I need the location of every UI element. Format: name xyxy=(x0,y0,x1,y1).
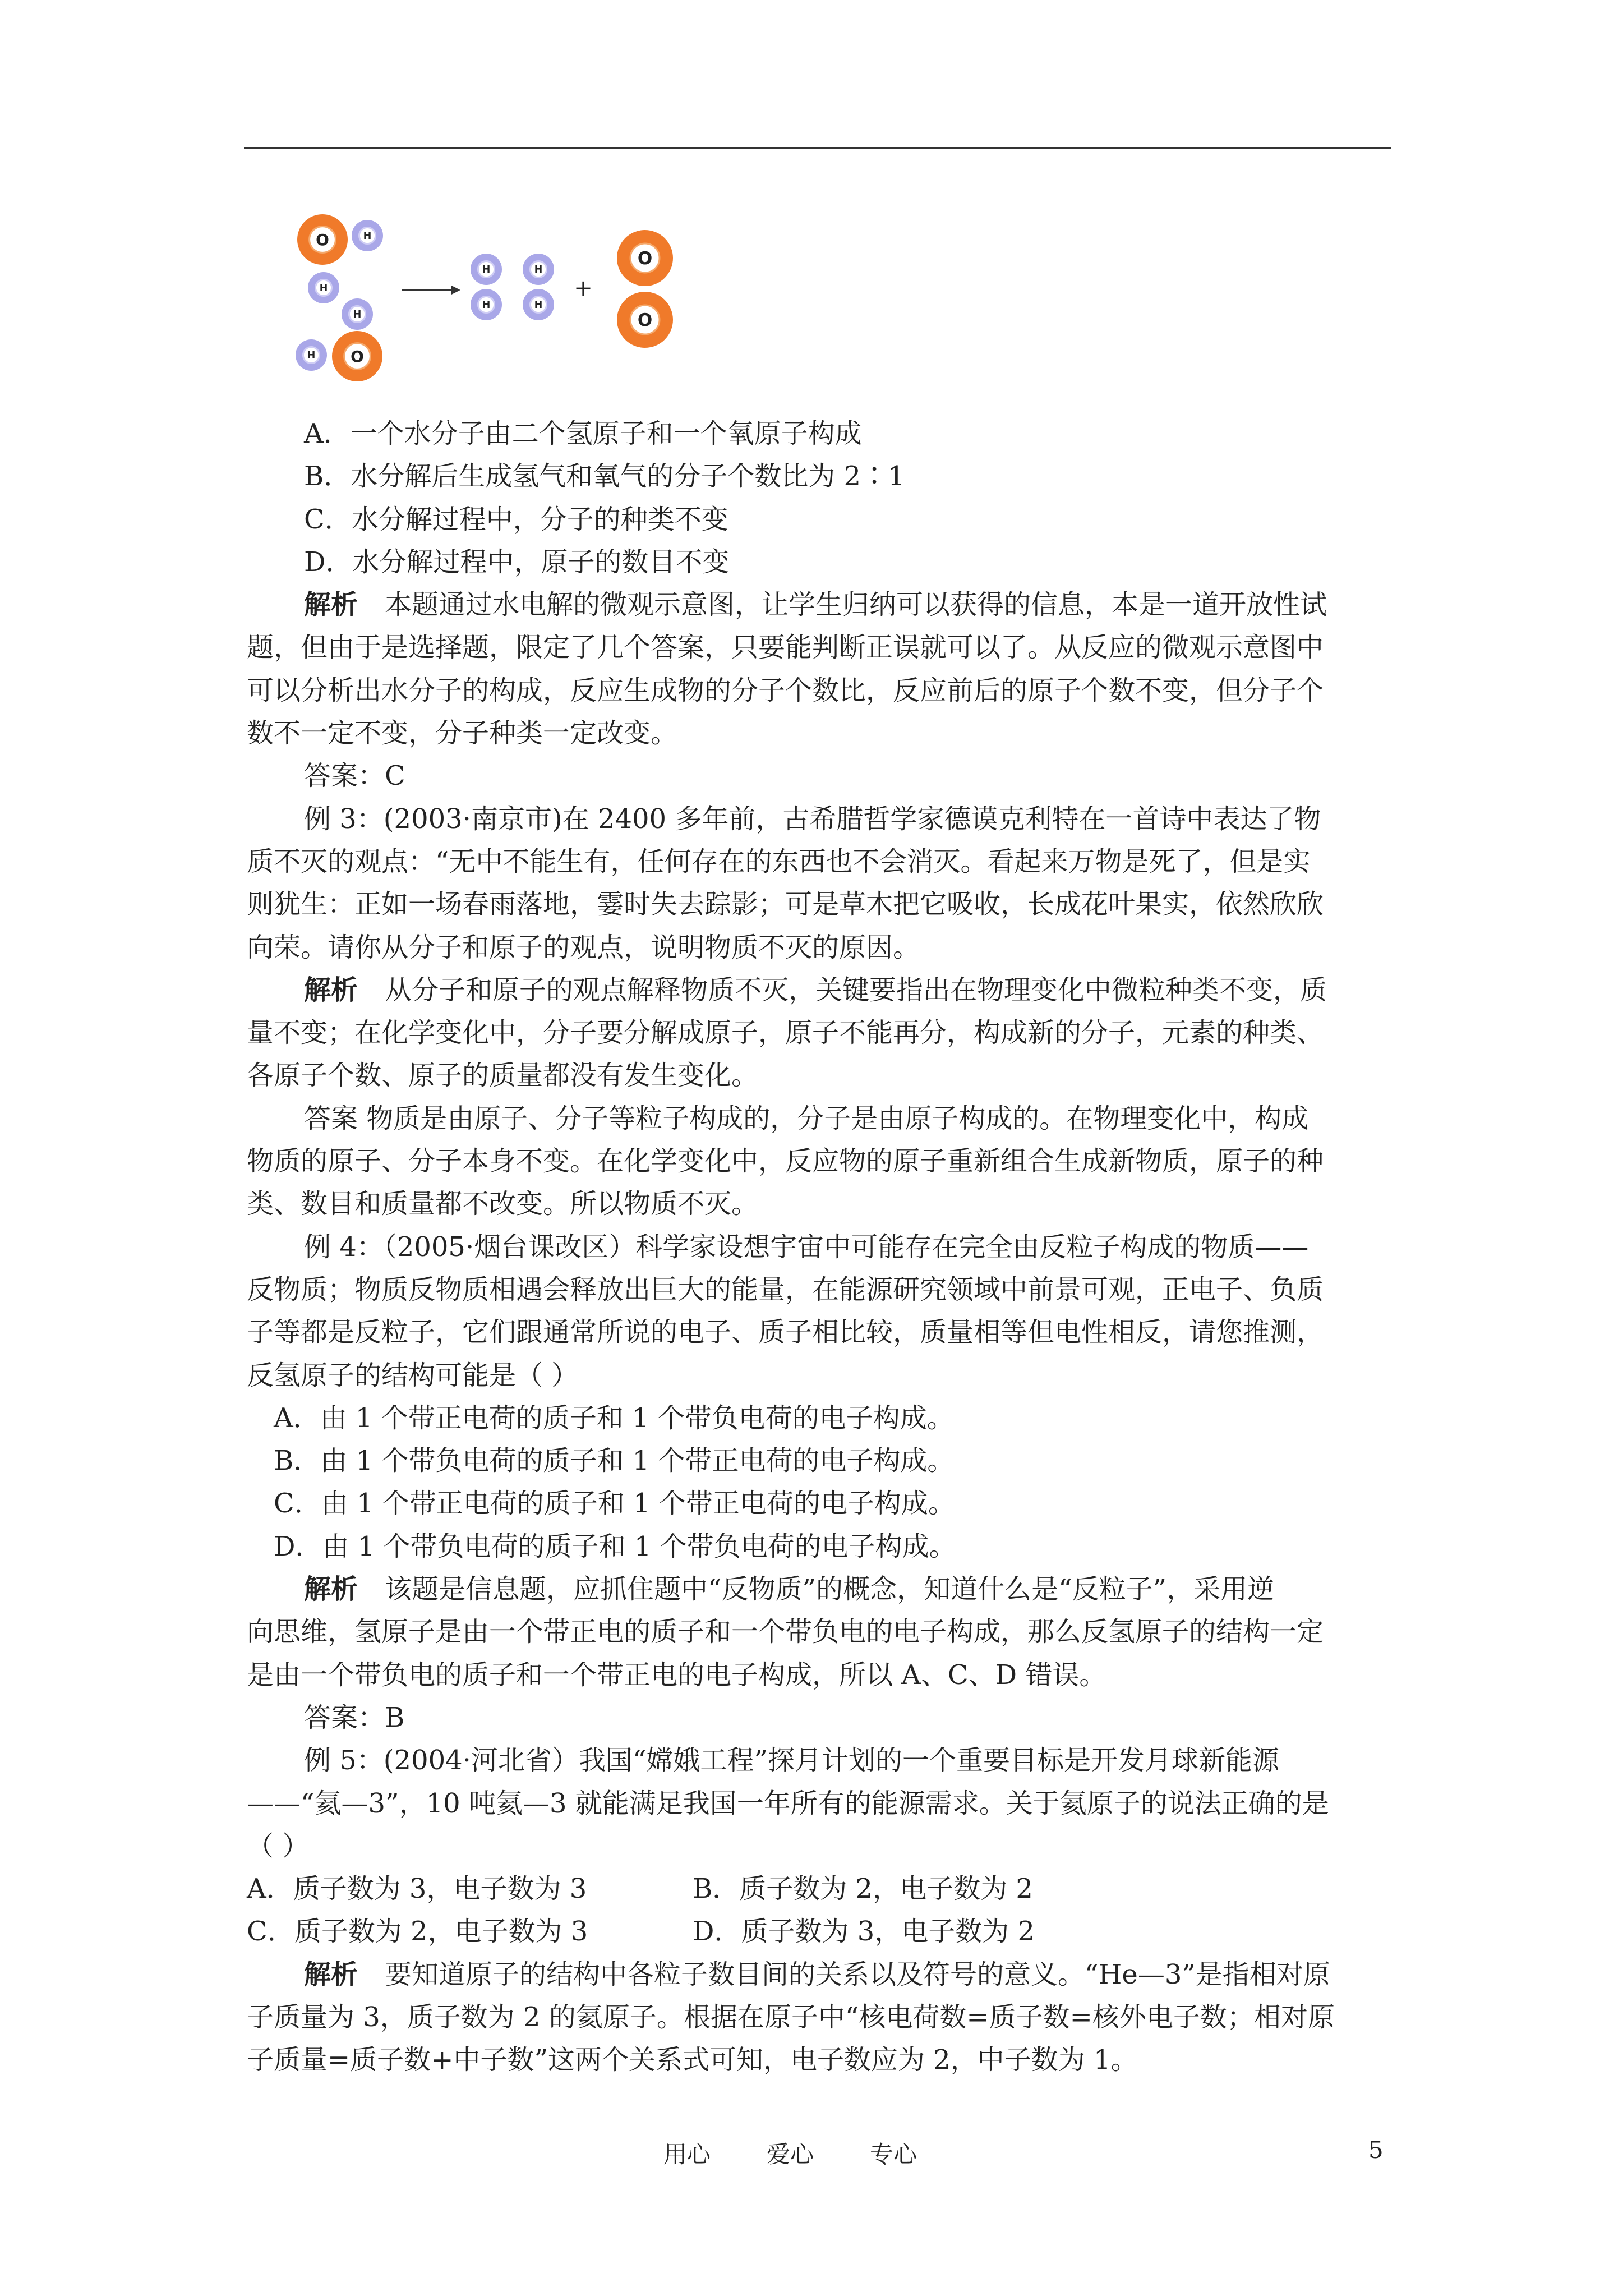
line-text: 要知道原子的结构中各粒子数目间的关系以及符号的意义。“He—3”是指相对原 xyxy=(385,1958,1330,1990)
line-text: 答案：C xyxy=(304,760,405,792)
line-text: 质不灭的观点：“无中不能生有，任何存在的东西也不会消灭。看起来万物是死了，但是实 xyxy=(247,845,1311,877)
hydrogen-atom xyxy=(342,298,373,330)
text-line xyxy=(247,1825,1394,1867)
option-row xyxy=(247,1867,1394,1910)
line-text: 量不变；在化学变化中，分子要分解成原子，原子不能再分，构成新的分子，元素的种类、 xyxy=(247,1017,1324,1049)
line-text: 子质量为 3，质子数为 2 的氦原子。根据在原子中“核电荷数=质子数=核外电子数；相对原 xyxy=(247,2001,1335,2033)
line-text: B．水分解后生成氢气和氧气的分子个数比为 2∶1 xyxy=(304,461,905,493)
line-text: D．由 1 个带负电荷的质子和 1 个带负电荷的电子构成。 xyxy=(274,1530,956,1562)
atom-label: H xyxy=(353,309,362,321)
text-line xyxy=(247,498,1394,541)
header-rule xyxy=(244,147,1391,149)
line-text: 本题通过水电解的微观示意图，让学生归纳可以获得的信息，本是一道开放性试 xyxy=(385,589,1327,621)
analysis-label: 解析 xyxy=(304,1573,358,1605)
oxygen-atom xyxy=(617,230,673,286)
hydrogen-atom xyxy=(352,220,383,251)
text-line xyxy=(247,669,1394,712)
line-text: ——“氦—3”，10 吨氦—3 就能满足我国一年所有的能源需求。关于氦原子的说法正确的是 xyxy=(247,1787,1329,1819)
line-text: （ ） xyxy=(247,1830,310,1862)
footer-item: 爱心 xyxy=(767,2141,814,2168)
atom-label: H xyxy=(319,283,328,295)
text-line xyxy=(247,1011,1394,1054)
text-line xyxy=(247,883,1394,926)
text-line xyxy=(247,1140,1394,1182)
text-line xyxy=(247,1996,1394,2039)
line-text: 子质量=质子数+中子数”这两个关系式可知，电子数应为 2，中子数为 1。 xyxy=(247,2044,1138,2076)
line-text: 例 4：（2005·烟台课改区）科学家设想宇宙中可能存在完全由反粒子构成的物质—— xyxy=(304,1231,1309,1263)
atom-label: H xyxy=(482,300,491,311)
option-right: D．质子数为 3，电子数为 2 xyxy=(693,1916,1035,1948)
text-line xyxy=(247,1782,1394,1825)
text-line xyxy=(247,1354,1394,1397)
option-row xyxy=(247,1910,1394,1953)
text-line xyxy=(247,1311,1394,1354)
text-line xyxy=(247,798,1394,840)
analysis-label: 解析 xyxy=(304,1958,358,1990)
text-line xyxy=(247,455,1394,498)
line-text: C．水分解过程中，分子的种类不变 xyxy=(304,503,728,535)
line-text: 例 5：(2004·河北省）我国“嫦娥工程”探月计划的一个重要目标是开发月球新能源 xyxy=(304,1745,1280,1777)
line-text: 从分子和原子的观点解释物质不灭，关键要指出在物理变化中微粒种类不变，质 xyxy=(385,974,1327,1006)
text-line xyxy=(247,1568,1394,1611)
line-text: 反氢原子的结构可能是（ ） xyxy=(247,1359,579,1391)
option-left: C．质子数为 2，电子数为 3 xyxy=(247,1916,588,1948)
hydrogen-atom xyxy=(471,289,502,320)
text-line xyxy=(247,1654,1394,1696)
atom-label: H xyxy=(307,350,316,362)
oxygen-atom xyxy=(332,331,382,381)
text-line xyxy=(247,1226,1394,1268)
line-text: D．水分解过程中，原子的数目不变 xyxy=(304,546,730,578)
line-text: A．一个水分子由二个氢原子和一个氧原子构成 xyxy=(304,418,862,449)
atom-label: H xyxy=(363,231,372,242)
text-line xyxy=(247,1696,1394,1739)
text-line xyxy=(247,1268,1394,1311)
line-text: 子等都是反粒子，它们跟通常所说的电子、质子相比较，质量相等但电性相反，请您推测， xyxy=(247,1317,1324,1349)
diagram-svg xyxy=(283,205,715,395)
document-body xyxy=(247,412,1394,2082)
line-text: 答案：B xyxy=(304,1701,405,1733)
text-line xyxy=(247,1953,1394,1996)
line-text: 可以分析出水分子的构成，反应生成物的分子个数比，反应前后的原子个数不变，但分子个 xyxy=(247,674,1324,706)
line-text: 各原子个数、原子的质量都没有发生变化。 xyxy=(247,1060,759,1092)
oxygen-atom xyxy=(297,214,348,265)
page-footer xyxy=(0,2136,1623,2170)
footer-item: 用心 xyxy=(663,2141,711,2168)
oxygen-atom xyxy=(617,292,673,348)
hydrogen-atom xyxy=(296,339,327,371)
line-text: 例 3：(2003·南京市)在 2400 多年前，古希腊哲学家德谟克利特在一首诗中表达了物 xyxy=(304,803,1321,835)
line-text: C．由 1 个带正电荷的质子和 1 个带正电荷的电子构成。 xyxy=(274,1488,955,1520)
analysis-label: 解析 xyxy=(304,589,358,621)
text-line xyxy=(247,412,1394,455)
atom-label: H xyxy=(534,300,543,311)
line-text: 则犹生：正如一场春雨落地，霎时失去踪影；可是草木把它吸收，长成花叶果实，依然欣欣 xyxy=(247,889,1324,921)
line-text: 类、数目和质量都不改变。所以物质不灭。 xyxy=(247,1188,759,1220)
line-text: 物质的原子、分子本身不变。在化学变化中，反应物的原子重新组合生成新物质，原子的种 xyxy=(247,1145,1324,1177)
text-line xyxy=(247,969,1394,1011)
text-line xyxy=(247,626,1394,669)
text-line xyxy=(247,1097,1394,1140)
line-text: 答案 物质是由原子、分子等粒子构成的，分子是由原子构成的。在物理变化中，构成 xyxy=(304,1102,1309,1134)
text-line xyxy=(247,712,1394,754)
atom-label: O xyxy=(316,230,329,249)
atom-label: H xyxy=(534,264,543,276)
analysis-label: 解析 xyxy=(304,974,358,1006)
text-line xyxy=(247,1611,1394,1653)
option-left: A．质子数为 3，电子数为 3 xyxy=(247,1873,587,1905)
line-text: 向荣。请你从分子和原子的观点，说明物质不灭的原因。 xyxy=(247,931,920,963)
line-text: 是由一个带负电的质子和一个带正电的电子构成，所以 A、C、D 错误。 xyxy=(247,1659,1106,1691)
line-text: 数不一定不变，分子种类一定改变。 xyxy=(247,717,678,749)
atom-label: O xyxy=(637,249,653,269)
footer-item: 专心 xyxy=(870,2141,917,2168)
page-number: 5 xyxy=(1368,2136,1384,2164)
text-line xyxy=(247,840,1394,883)
atom-label: O xyxy=(637,310,653,330)
text-line xyxy=(247,1397,1394,1439)
text-line xyxy=(247,1482,1394,1525)
text-line xyxy=(247,1525,1394,1568)
hydrogen-atom xyxy=(523,289,554,320)
line-text: B．由 1 个带负电荷的质子和 1 个带正电荷的电子构成。 xyxy=(274,1445,955,1477)
hydrogen-atom xyxy=(308,272,339,303)
hydrogen-atom xyxy=(523,254,554,285)
text-line xyxy=(247,541,1394,583)
text-line xyxy=(247,754,1394,797)
option-right: B．质子数为 2，电子数为 2 xyxy=(693,1873,1033,1905)
plus-sign: + xyxy=(574,275,593,301)
hydrogen-atom xyxy=(471,254,502,285)
text-line xyxy=(247,1439,1394,1482)
atom-label: O xyxy=(351,347,364,366)
line-text: 该题是信息题，应抓住题中“反物质”的概念，知道什么是“反粒子”，采用逆 xyxy=(385,1573,1275,1605)
arrow-head-icon xyxy=(451,286,460,295)
text-line xyxy=(247,1054,1394,1097)
line-text: 反物质；物质反物质相遇会释放出巨大的能量，在能源研究领域中前景可观，正电子、负质 xyxy=(247,1273,1324,1305)
text-line xyxy=(247,583,1394,626)
text-line xyxy=(247,2039,1394,2081)
line-text: A．由 1 个带正电荷的质子和 1 个带负电荷的电子构成。 xyxy=(274,1402,954,1434)
line-text: 题，但由于是选择题，限定了几个答案，只要能判断正误就可以了。从反应的微观示意图中 xyxy=(247,632,1324,664)
atom-label: H xyxy=(482,264,491,276)
text-line xyxy=(247,1739,1394,1782)
text-line xyxy=(247,1182,1394,1225)
footer-slogan xyxy=(663,2136,917,2170)
water-decomposition-diagram xyxy=(283,205,715,395)
text-line xyxy=(247,926,1394,969)
line-text: 向思维，氢原子是由一个带正电的质子和一个带负电的电子构成，那么反氢原子的结构一定 xyxy=(247,1616,1324,1648)
